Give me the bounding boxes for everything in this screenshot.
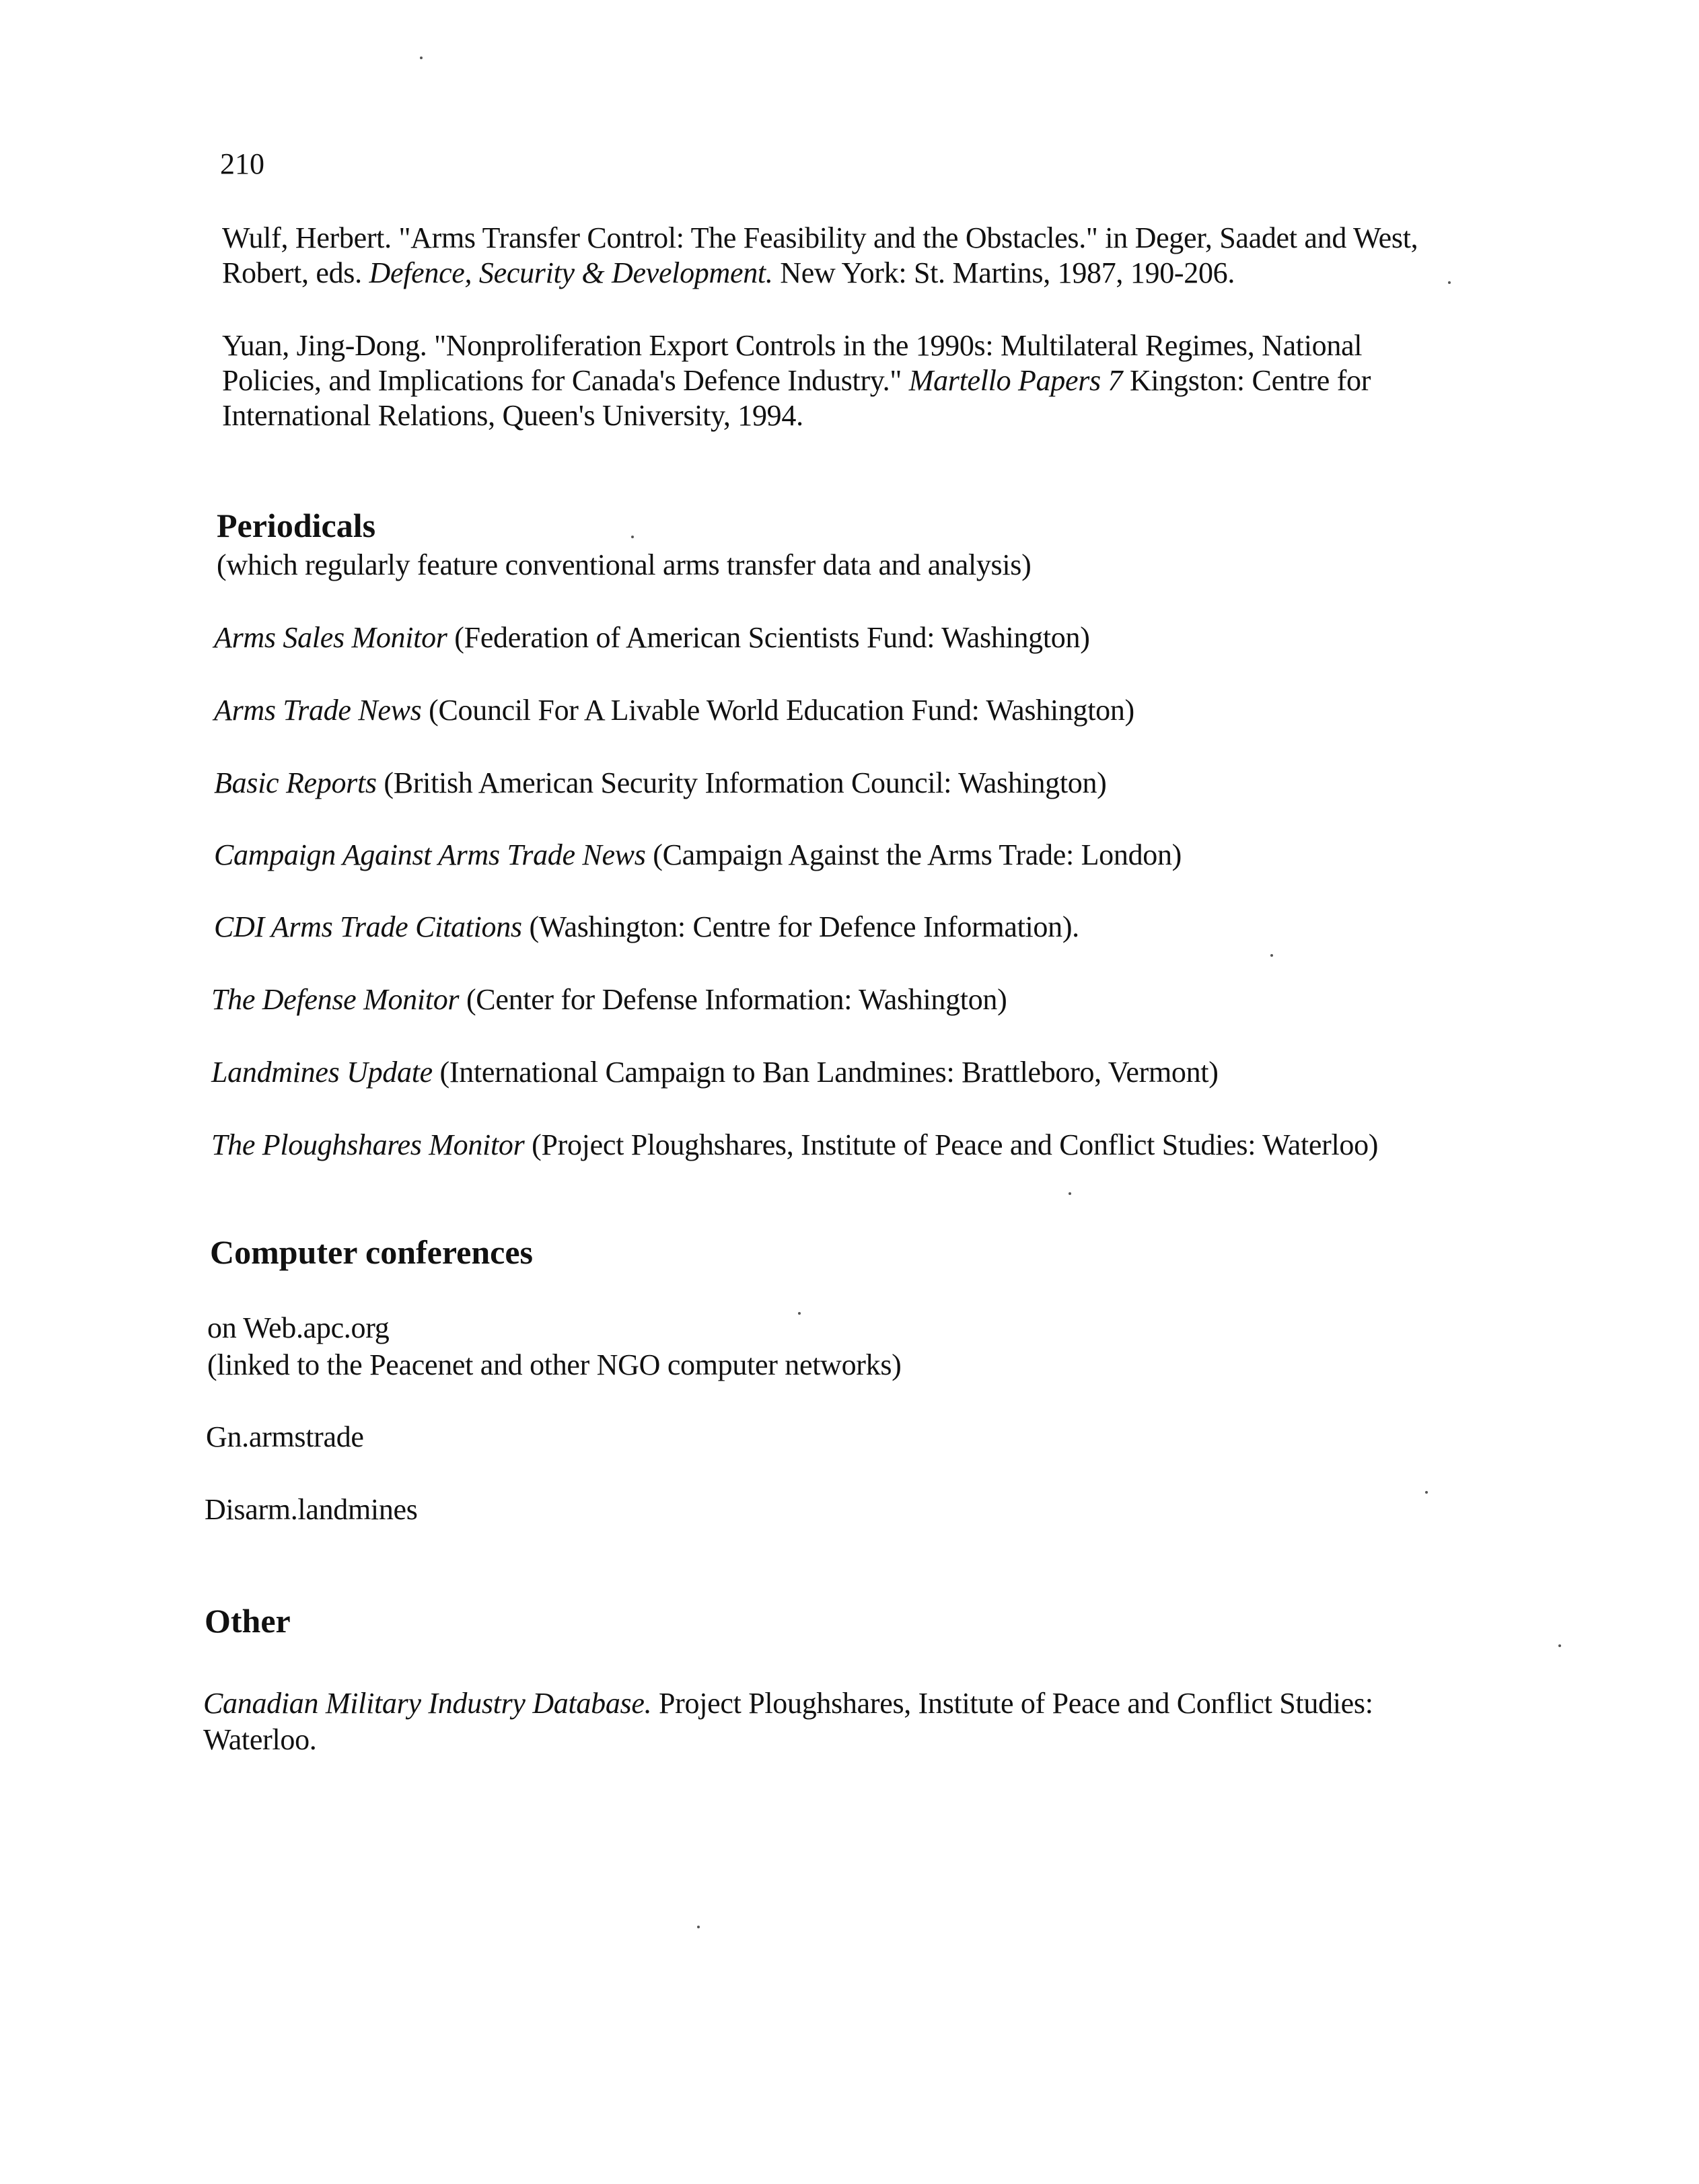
periodical-publisher: (Federation of American Scientists Fund: Washington) xyxy=(447,621,1090,654)
entry-text: Robert, eds. xyxy=(222,256,369,289)
periodical-item xyxy=(211,982,1007,1017)
periodical-title: Arms Sales Monitor xyxy=(214,621,447,654)
bibliography-line xyxy=(222,363,1371,398)
scan-speck xyxy=(631,536,634,538)
conference-item: Disarm.landmines xyxy=(205,1493,418,1526)
periodical-publisher: (International Campaign to Ban Landmines: Brattleboro, Vermont) xyxy=(432,1056,1219,1089)
periodical-title: Basic Reports xyxy=(214,766,377,799)
scan-speck xyxy=(697,1926,700,1928)
conference-item: Gn.armstrade xyxy=(206,1420,364,1453)
conference-note: (linked to the Peacenet and other NGO computer networks) xyxy=(207,1348,902,1381)
periodical-item xyxy=(211,1128,1378,1163)
bibliography-line xyxy=(222,221,1418,256)
periodical-publisher: (Center for Defense Information: Washington) xyxy=(459,983,1007,1016)
bibliography-line xyxy=(222,256,1235,291)
entry-text: New York: St. Martins, 1987, 190-206. xyxy=(772,256,1235,289)
scan-speck xyxy=(1558,1644,1561,1647)
entry-text: Yuan, Jing-Dong. "Nonproliferation Export Controls in the 1990s: Multilateral Regimes, National xyxy=(222,329,1363,362)
periodical-title: The Ploughshares Monitor xyxy=(211,1128,525,1161)
section-heading-computer-conferences: Computer conferences xyxy=(210,1233,533,1271)
section-subtitle: (which regularly feature conventional arms transfer data and analysis) xyxy=(217,548,1032,581)
periodical-item xyxy=(214,910,1079,945)
periodical-publisher: (Washington: Centre for Defence Information). xyxy=(521,910,1079,943)
page-number: 210 xyxy=(220,147,264,180)
section-heading-periodicals: Periodicals xyxy=(217,507,376,544)
scan-speck xyxy=(798,1312,801,1315)
periodical-title: The Defense Monitor xyxy=(211,983,460,1016)
periodical-publisher: (Project Ploughshares, Institute of Peace and Conflict Studies: Waterloo) xyxy=(524,1128,1379,1161)
periodical-title: Campaign Against Arms Trade News xyxy=(214,838,646,871)
other-entry-line xyxy=(203,1686,1373,1721)
periodical-item xyxy=(214,693,1134,728)
periodical-title: Arms Trade News xyxy=(214,694,422,727)
database-title: Canadian Military Industry Database. xyxy=(203,1687,652,1720)
periodical-title: CDI Arms Trade Citations xyxy=(214,910,522,943)
entry-text: Wulf, Herbert. "Arms Transfer Control: The Feasibility and the Obstacles." in Deger, Saadet and West, xyxy=(222,221,1418,254)
bibliography-line xyxy=(222,398,803,433)
periodical-item xyxy=(214,620,1090,655)
scan-speck xyxy=(1069,1192,1071,1195)
periodical-publisher: (Council For A Livable World Education Fund: Washington) xyxy=(421,694,1134,727)
publication-title: Martello Papers 7 xyxy=(908,364,1123,397)
conference-host: on Web.apc.org xyxy=(207,1311,390,1344)
entry-text: International Relations, Queen's University, 1994. xyxy=(222,399,803,432)
periodical-title: Landmines Update xyxy=(211,1056,433,1089)
scan-speck xyxy=(1448,281,1451,284)
scan-speck xyxy=(1270,954,1273,957)
other-entry-line: Waterloo. xyxy=(203,1723,317,1756)
periodical-publisher: (British American Security Information Council: Washington) xyxy=(376,766,1107,799)
bibliography-line xyxy=(222,328,1362,363)
section-heading-other: Other xyxy=(205,1602,291,1640)
periodical-item xyxy=(214,766,1107,801)
entry-text: Policies, and Implications for Canada's Defence Industry." xyxy=(222,364,909,397)
periodical-item xyxy=(211,1055,1219,1090)
scan-speck xyxy=(1425,1491,1428,1494)
publication-title: Defence, Security & Development. xyxy=(369,256,773,289)
entry-text: Kingston: Centre for xyxy=(1122,364,1371,397)
entry-text: Project Ploughshares, Institute of Peace and Conflict Studies: xyxy=(651,1687,1373,1720)
scan-speck xyxy=(420,57,423,59)
periodical-publisher: (Campaign Against the Arms Trade: London) xyxy=(645,838,1182,871)
periodical-item xyxy=(214,838,1182,873)
